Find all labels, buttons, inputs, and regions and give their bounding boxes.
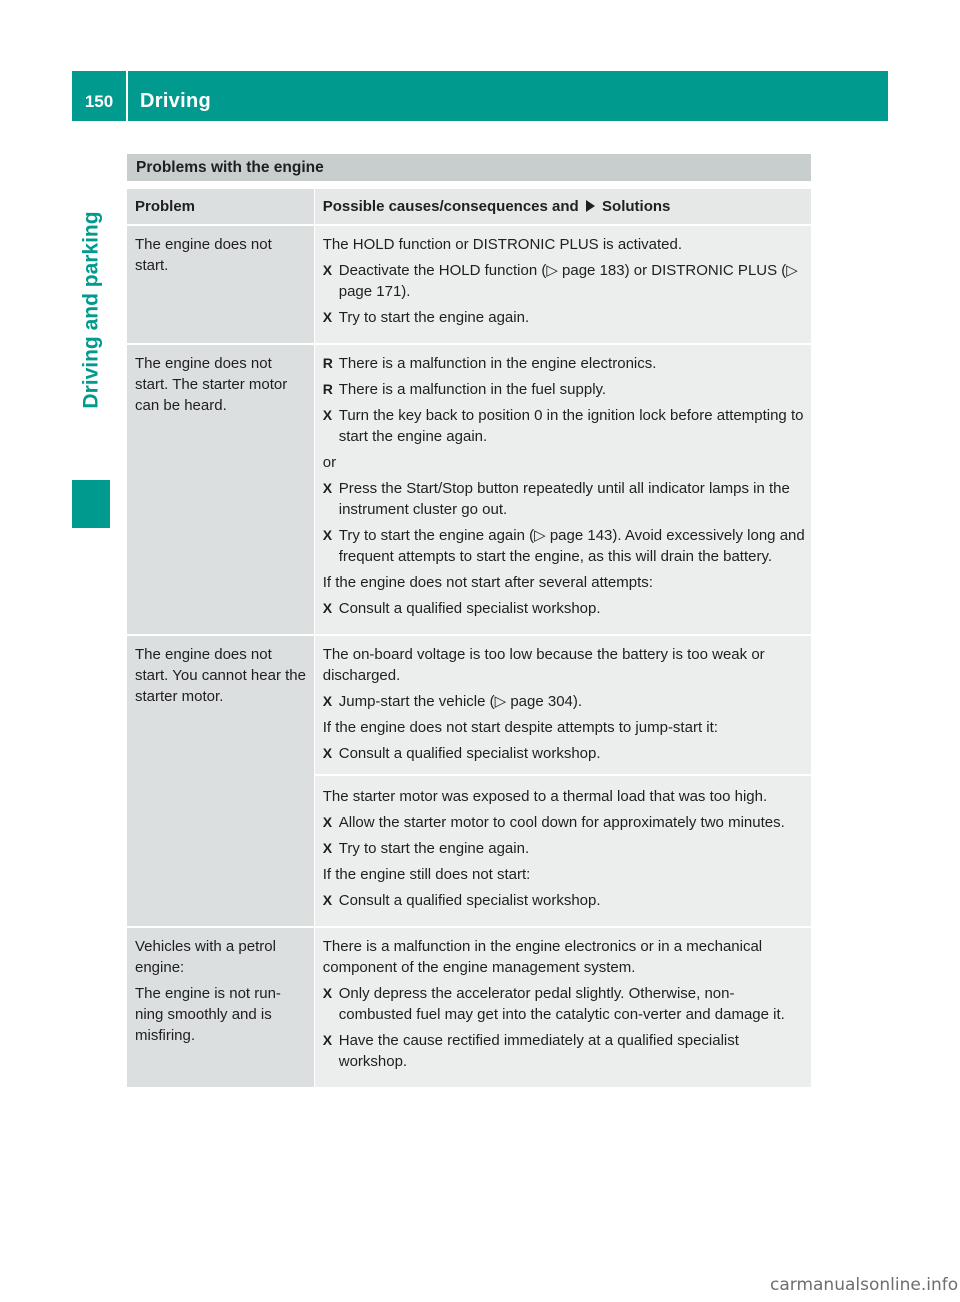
solution-cell: [315, 636, 811, 926]
solution-text: There is a malfunction in the engine electronics or in a mechanical component of the engine management system.: [322, 938, 763, 976]
action-x-icon: X: [322, 892, 333, 908]
solution-block: [323, 644, 805, 764]
solution-text: The HOLD function or DISTRONIC PLUS is activated.: [322, 236, 683, 253]
col-header-solutions-post: Solutions: [602, 198, 671, 215]
step-text: There is a malfunction in the fuel supply.: [338, 381, 607, 398]
action-step: [323, 307, 805, 328]
action-x-icon: X: [322, 1032, 333, 1048]
section-title: Problems with the engine: [127, 154, 811, 181]
action-step: [323, 478, 805, 520]
solution-text: The starter motor was exposed to a thermal load that was too high.: [322, 788, 768, 805]
action-step: [323, 983, 805, 1025]
solution-block: [315, 774, 811, 911]
step-text: Try to start the engine again (▷ page 143). Avoid excessively long and frequent attempts to start the engine, as this will drain the battery.: [338, 527, 805, 565]
solution-text: If the engine still does not start:: [322, 866, 531, 883]
problem-cell: [127, 636, 314, 926]
solution-text: If the engine does not start after several attempts:: [322, 574, 653, 591]
action-x-icon: X: [322, 309, 333, 325]
side-tab-marker: [72, 480, 110, 528]
step-text: Have the cause rectified immediately at a qualified specialist workshop.: [338, 1032, 739, 1070]
action-step: [323, 890, 805, 911]
header-divider: [126, 71, 128, 121]
action-x-icon: X: [322, 745, 333, 761]
action-step: [323, 260, 805, 302]
action-x-icon: X: [322, 407, 333, 423]
step-text: Try to start the engine again.: [338, 840, 530, 857]
solution-arrow-icon: [586, 200, 595, 212]
problem-text: Vehicles with a petrol engine:: [135, 938, 276, 976]
footer-watermark: carmanualsonline.info: [770, 1275, 959, 1295]
problem-cell: [127, 928, 314, 1087]
step-text: There is a malfunction in the engine electronics.: [338, 355, 657, 372]
solution-block: [323, 234, 805, 328]
table-row: [127, 634, 811, 926]
cause-bullet: [323, 379, 805, 400]
solution-block: [323, 936, 805, 1072]
problems-table: [127, 189, 811, 1087]
action-x-icon: X: [322, 527, 333, 543]
step-text: Jump-start the vehicle (▷ page 304).: [338, 693, 583, 710]
bullet-r-icon: R: [322, 355, 333, 371]
action-step: [323, 525, 805, 567]
action-step: [323, 812, 805, 833]
step-text: Consult a qualified specialist workshop.: [338, 600, 601, 617]
problem-text: The engine is not run-ning smoothly and is misfiring.: [135, 985, 281, 1044]
side-tab: [72, 140, 112, 480]
problem-cell: [127, 226, 314, 343]
solution-cell: [315, 928, 811, 1087]
solution-block: [323, 353, 805, 619]
problem-text: The engine does not start.: [135, 236, 272, 274]
step-text: Press the Start/Stop button repeatedly until all indicator lamps in the instrument cluster go out.: [338, 480, 790, 518]
action-x-icon: X: [322, 814, 333, 830]
page-number: 150: [84, 92, 114, 111]
table-row: [127, 343, 811, 634]
action-x-icon: X: [322, 840, 333, 856]
action-step: [323, 838, 805, 859]
col-header-problem: Problem: [127, 189, 314, 224]
solution-text: or: [322, 454, 337, 471]
cause-bullet: [323, 353, 805, 374]
problem-cell: [127, 345, 314, 634]
side-tab-label: Driving and parking: [80, 211, 104, 409]
action-step: [323, 598, 805, 619]
action-step: [323, 743, 805, 764]
action-x-icon: X: [322, 600, 333, 616]
table-row: [127, 926, 811, 1087]
action-step: [323, 405, 805, 447]
step-text: Consult a qualified specialist workshop.: [338, 892, 601, 909]
solution-cell: [315, 226, 811, 343]
action-x-icon: X: [322, 262, 333, 278]
solution-text: The on-board voltage is too low because the battery is too weak or discharged.: [322, 646, 765, 684]
step-text: Allow the starter motor to cool down for approximately two minutes.: [338, 814, 785, 831]
table-row: [127, 224, 811, 343]
solution-cell: [315, 345, 811, 634]
chapter-title: Driving: [140, 90, 211, 112]
action-x-icon: X: [322, 693, 333, 709]
col-header-solutions-pre: Possible causes/consequences and: [322, 198, 579, 215]
solution-text: If the engine does not start despite attempts to jump-start it:: [322, 719, 718, 736]
problem-text: The engine does not start. You cannot hear the starter motor.: [135, 646, 306, 705]
step-text: Turn the key back to position 0 in the ignition lock before attempting to start the engine again.: [338, 407, 804, 445]
action-x-icon: X: [322, 480, 333, 496]
step-text: Only depress the accelerator pedal slightly. Otherwise, non-combusted fuel may get into the catalytic con-verter and damage it.: [338, 985, 785, 1023]
problem-text: The engine does not start. The starter motor can be heard.: [135, 355, 288, 414]
table-header-row: [127, 189, 811, 224]
bullet-r-icon: R: [322, 381, 333, 397]
step-text: Try to start the engine again.: [338, 309, 530, 326]
col-header-solutions: [315, 189, 811, 224]
step-text: Consult a qualified specialist workshop.: [338, 745, 601, 762]
step-text: Deactivate the HOLD function (▷ page 183) or DISTRONIC PLUS (▷ page 171).: [338, 262, 798, 300]
action-x-icon: X: [322, 985, 333, 1001]
action-step: [323, 1030, 805, 1072]
action-step: [323, 691, 805, 712]
